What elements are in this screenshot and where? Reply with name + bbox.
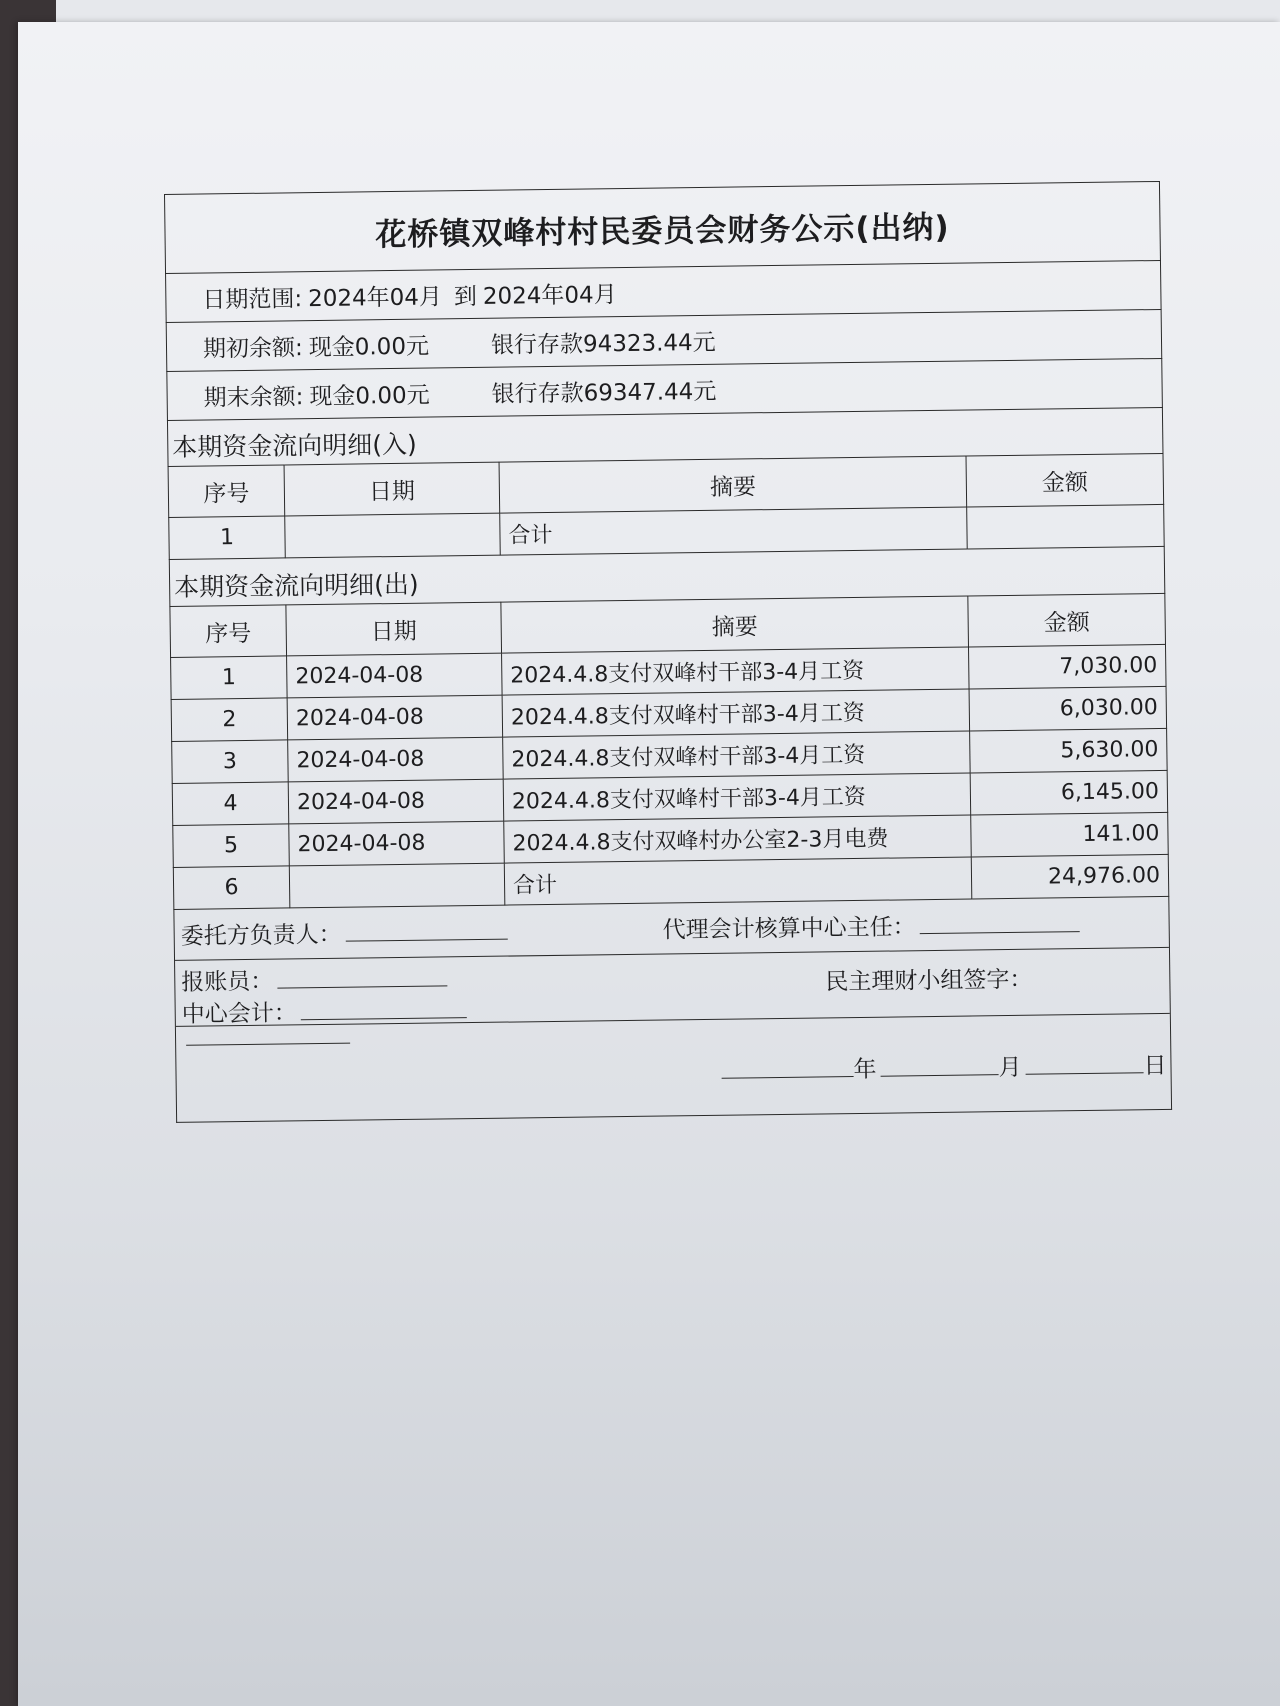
income-section-title: 本期资金流向明细(入) [167, 407, 1164, 466]
expense-cell-date [289, 863, 504, 908]
expense-cell-no: 6 [173, 866, 290, 910]
expense-cell-no: 1 [171, 656, 288, 700]
expense-cell-summary: 2024.4.8支付双峰村办公室2-3月电费 [504, 815, 972, 863]
expense-cell-no: 2 [171, 698, 288, 742]
expense-cell-date: 2024-04-08 [288, 737, 503, 782]
date-range-from: 2024年04月 [307, 283, 443, 312]
client-head-row [180, 914, 507, 951]
finance-group-label: 民主理财小组签字： [825, 966, 1033, 996]
agency-director-row [662, 906, 1079, 944]
client-head-line [346, 938, 508, 942]
expense-cell-no: 4 [172, 782, 289, 826]
date-range-label: 日期范围: [202, 285, 303, 314]
month-label: 月 [998, 1054, 1022, 1082]
expense-section-title: 本期资金流向明细(出) [169, 547, 1166, 606]
expense-cell-amount: 6,145.00 [970, 770, 1167, 815]
sign-date-row [717, 1047, 1166, 1086]
year-label: 年 [853, 1056, 877, 1084]
income-header-date: 日期 [284, 462, 500, 516]
expense-cell-summary: 2024.4.8支付双峰村干部3-4月工资 [502, 689, 970, 737]
reimburser-label: 报账员： [181, 968, 274, 996]
expense-cell-summary: 2024.4.8支付双峰村干部3-4月工资 [502, 647, 970, 695]
expense-cell-summary: 合计 [504, 857, 972, 905]
agency-director-line [920, 930, 1080, 934]
agency-director-label: 代理会计核算中心主任： [662, 914, 916, 944]
expense-cell-amount: 24,976.00 [971, 854, 1168, 899]
closing-cash: 现金0.00元 [309, 382, 430, 410]
opening-cash: 现金0.00元 [308, 333, 430, 361]
signature-divider-1 [175, 947, 1169, 961]
opening-balance-label: 期初余额: [202, 334, 303, 363]
expense-header-date: 日期 [286, 602, 502, 656]
center-accountant-label: 中心会计： [181, 1000, 297, 1028]
expense-cell-amount: 5,630.00 [970, 728, 1167, 773]
expense-cell-summary: 2024.4.8支付双峰村干部3-4月工资 [503, 773, 971, 821]
extra-signature-line [186, 1042, 350, 1046]
expense-cell-amount: 141.00 [971, 812, 1168, 857]
expense-cell-no: 5 [173, 824, 290, 868]
expense-cell-date: 2024-04-08 [289, 821, 504, 866]
income-cell-summary: 合计 [500, 507, 968, 555]
expense-cell-no: 3 [172, 740, 289, 784]
expense-cell-amount: 6,030.00 [969, 686, 1166, 731]
expense-header-amount: 金额 [968, 593, 1165, 647]
day-label: 日 [1143, 1052, 1167, 1080]
expense-cell-date: 2024-04-08 [288, 779, 503, 824]
finance-disclosure-form [164, 181, 1172, 1123]
form-title: 花桥镇双峰村村民委员会财务公示(出纳) [164, 181, 1161, 273]
finance-group-row [825, 961, 1032, 997]
date-range-to: 2024年04月 [482, 281, 617, 310]
center-accountant-line [301, 1016, 467, 1020]
opening-bank: 银行存款94323.44元 [490, 329, 716, 359]
expense-cell-summary: 2024.4.8支付双峰村干部3-4月工资 [503, 731, 971, 779]
reimburser-line [277, 984, 447, 988]
paper-sheet [18, 22, 1280, 1706]
income-cell-amount [967, 504, 1164, 549]
year-line [722, 1075, 854, 1079]
signature-area [173, 897, 1172, 1123]
date-range-to-word: 到 [453, 283, 478, 310]
month-line [881, 1073, 999, 1077]
income-cell-date [285, 513, 500, 558]
closing-balance-label: 期末余额: [203, 383, 304, 411]
expense-table [169, 593, 1169, 910]
income-cell-no: 1 [169, 516, 286, 560]
income-table [168, 453, 1165, 560]
income-header-no: 序号 [168, 465, 285, 518]
income-header-amount: 金额 [966, 453, 1163, 507]
expense-header-summary: 摘要 [501, 596, 969, 653]
reimburser-row [181, 960, 447, 996]
client-head-label: 委托方负责人： [180, 921, 342, 950]
income-header-summary: 摘要 [499, 456, 967, 513]
day-line [1026, 1071, 1144, 1075]
expense-cell-amount: 7,030.00 [969, 644, 1166, 689]
expense-cell-date: 2024-04-08 [287, 695, 502, 740]
expense-header-no: 序号 [170, 605, 287, 658]
expense-cell-date: 2024-04-08 [287, 653, 502, 698]
closing-bank: 银行存款69347.44元 [491, 378, 717, 408]
